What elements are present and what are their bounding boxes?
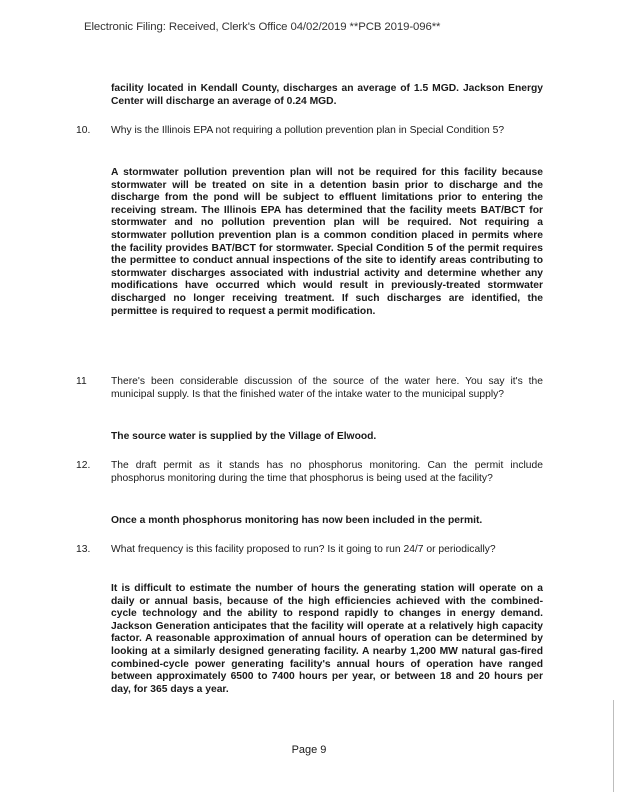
question-text: What frequency is this facility proposed to run? Is it going to run 24/7 or periodically? bbox=[111, 544, 496, 555]
carryover-answer: facility located in Kendall County, discharges an average of 1.5 MGD. Jackson Energy Center will discharge an average of 0.24 MGD. bbox=[111, 83, 543, 107]
question-text: The draft permit as it stands has no phosphorus monitoring. Can the permit include phosphorus monitoring during the time that phosphorus is being used at the facility? bbox=[111, 460, 543, 484]
question-text: Why is the Illinois EPA not requiring a pollution prevention plan in Special Condition 5? bbox=[111, 125, 505, 136]
scan-edge-line bbox=[613, 700, 614, 792]
question-number: 11 bbox=[76, 376, 87, 387]
question-text: There's been considerable discussion of the source of the water here. You say it's the municipal supply. Is that the finished water of the intake water to the municipal supply? bbox=[111, 376, 543, 400]
answer-text: Once a month phosphorus monitoring has now been included in the permit. bbox=[111, 515, 483, 526]
page-number: Page 9 bbox=[291, 744, 327, 756]
question-number: 12. bbox=[76, 460, 91, 471]
answer-text: It is difficult to estimate the number of hours the generating station will operate on a daily or annual basis, because of the high efficiencies achieved with the combined-cycle technology and the ability to respond rapidly to changes in energy demand. Jackson Generation anticipates that the facility will operate at a relatively high capacity factor. A reasonable approximation of annual hours of operation can be determined by looking at a similarly designed generating facility. A nearby 1,200 MW natural gas-fired combined-cycle power generating facility's annual hours of operation have ranged between approximately 6500 to 7400 hours per year, or between 18 and 20 hours per day, for 365 days a year. bbox=[111, 583, 543, 695]
question-number: 13. bbox=[76, 544, 91, 555]
filing-stamp-header: Electronic Filing: Received, Clerk's Office 04/02/2019 **PCB 2019-096** bbox=[84, 21, 441, 33]
question-number: 10. bbox=[76, 125, 91, 136]
answer-text: A stormwater pollution prevention plan will not be required for this facility because stormwater will be treated on site in a detention basin prior to discharge and the discharge from the pond will be subject to effluent limitations prior to entering the receiving stream. The Illinois EPA has determined that the facility meets BAT/BCT for stormwater and no pollution prevention plan will be required. Not requiring a stormwater pollution prevention plan is a common condition placed in permits where the facility provides BAT/BCT for stormwater. Special Condition 5 of the permit requires the permittee to conduct annual inspections of the site to identify areas contributing to stormwater discharges associated with industrial activity and determine whether any modifications have occurred which would result in previously-treated stormwater discharged no longer receiving treatment. If such discharges are identified, the permittee is required to request a permit modification. bbox=[111, 167, 543, 317]
answer-text: The source water is supplied by the Village of Elwood. bbox=[111, 431, 377, 442]
